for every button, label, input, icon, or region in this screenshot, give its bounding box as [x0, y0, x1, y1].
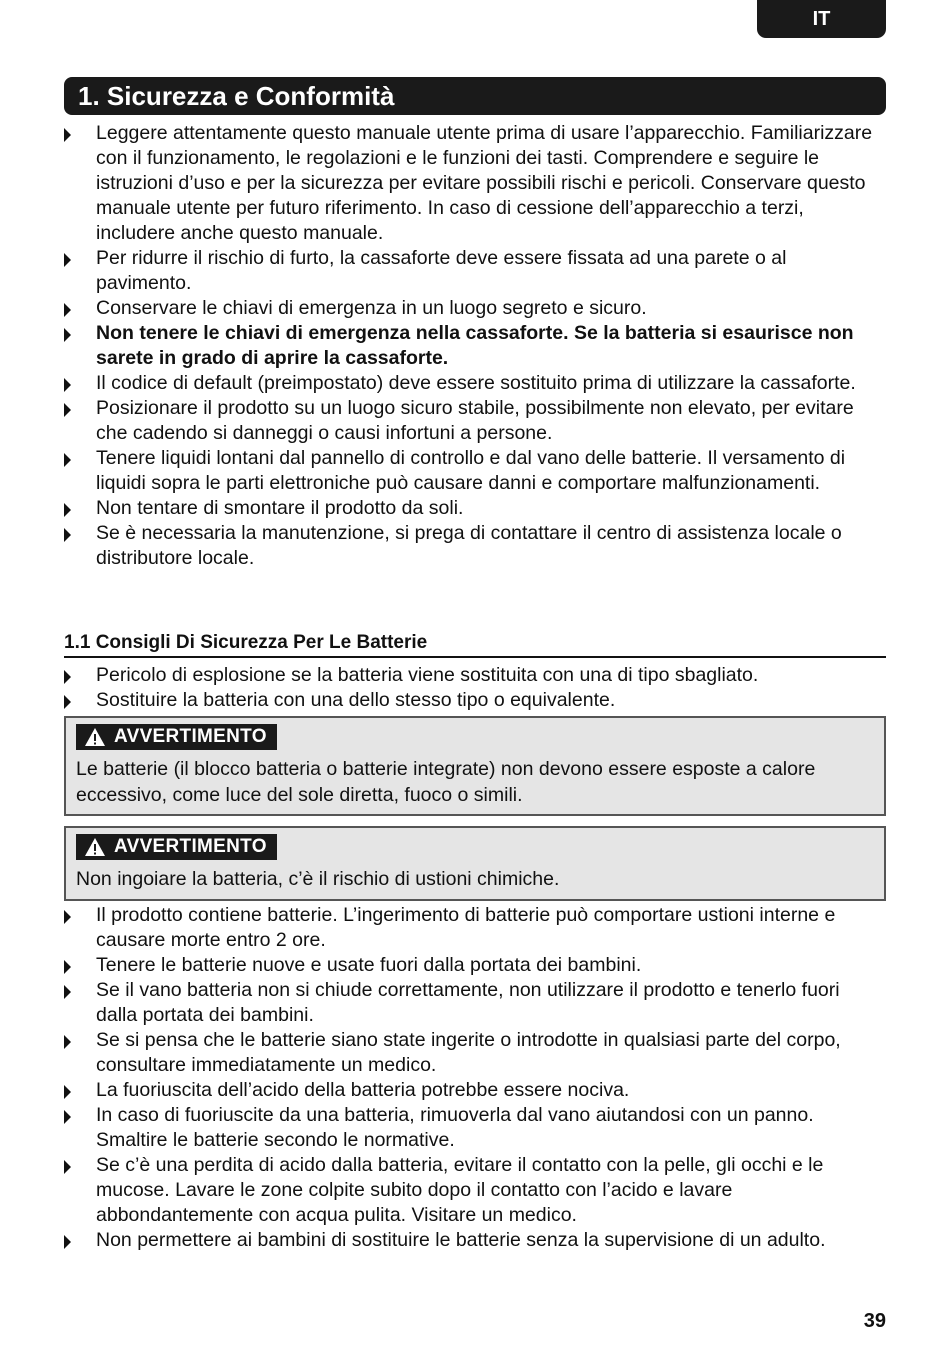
list-item: Non tenere le chiavi di emergenza nella cassaforte. Se la batteria si esaurisce non sarete in grado di aprire la cassaforte. — [64, 321, 886, 371]
list-item: Se c’è una perdita di acido dalla batteria, evitare il contatto con la pelle, gli occhi e le mucose. Lavare le zone colpite subito dopo il contatto con l’acido e lavare abbondantemente con acqua pulita. Visitare un medico. — [64, 1153, 886, 1228]
list-item: Pericolo di esplosione se la batteria viene sostituita con una di tipo sbagliato. — [64, 663, 886, 688]
bullet-icon — [64, 453, 71, 467]
bullet-icon — [64, 303, 71, 317]
list-item: Sostituire la batteria con una dello stesso tipo o equivalente. — [64, 688, 886, 713]
list-item: Per ridurre il rischio di furto, la cassaforte deve essere fissata ad una parete o al pavimento. — [64, 246, 886, 296]
page-number: 39 — [863, 1310, 886, 1332]
list-item: In caso di fuoriuscite da una batteria, rimuoverla dal vano aiutandosi con un panno. Smaltire le batterie secondo le normative. — [64, 1103, 886, 1153]
battery-list — [64, 663, 886, 713]
list-item: Non tentare di smontare il prodotto da soli. — [64, 496, 886, 521]
bullet-icon — [64, 985, 71, 999]
list-item: Se il vano batteria non si chiude correttamente, non utilizzare il prodotto e tenerlo fuori dalla portata dei bambini. — [64, 978, 886, 1028]
bullet-icon — [64, 695, 71, 709]
battery-safety-list — [64, 903, 886, 1253]
list-item: Il prodotto contiene batterie. L’ingerimento di batterie può comportare ustioni interne e causare morte entro 2 ore. — [64, 903, 886, 953]
list-item: Tenere le batterie nuove e usate fuori dalla portata dei bambini. — [64, 953, 886, 978]
list-item: Se si pensa che le batterie siano state ingerite o introdotte in qualsiasi parte del corpo, consultare immediatamente un medico. — [64, 1028, 886, 1078]
bullet-icon — [64, 503, 71, 517]
warning-label: AVVERTIMENTO — [76, 724, 277, 750]
list-item: Il codice di default (preimpostato) deve essere sostituito prima di utilizzare la cassaforte. — [64, 371, 886, 396]
warning-text: Non ingoiare la batteria, c’è il rischio di ustioni chimiche. — [76, 868, 560, 890]
section-title: 1. Sicurezza e Conformità — [64, 77, 886, 115]
subsection-title: 1.1 Consigli Di Sicurezza Per Le Batterie — [64, 630, 886, 658]
safety-list — [64, 121, 886, 571]
bullet-icon — [64, 960, 71, 974]
list-item: Leggere attentamente questo manuale utente prima di usare l’apparecchio. Familiarizzare con il funzionamento, le regolazioni e le funzioni dei tasti. Comprendere e seguire le istruzioni d’uso e per la sicurezza per evitare possibili rischi e pericoli. Conservare questo manuale utente per futuro riferimento. In caso di cessione dell’apparecchio a terzi, includere anche questo manuale. — [64, 121, 886, 246]
language-tab: IT — [757, 0, 886, 38]
list-item: Posizionare il prodotto su un luogo sicuro stabile, possibilmente non elevato, per evitare che cadendo si danneggi o causi infortuni a persone. — [64, 396, 886, 446]
bullet-icon — [64, 670, 71, 684]
list-item: Non permettere ai bambini di sostituire le batterie senza la supervisione di un adulto. — [64, 1228, 886, 1253]
bullet-icon — [64, 1085, 71, 1099]
list-item: Conservare le chiavi di emergenza in un luogo segreto e sicuro. — [64, 296, 886, 321]
bullet-icon — [64, 378, 71, 392]
list-item: Se è necessaria la manutenzione, si prega di contattare il centro di assistenza locale o distributore locale. — [64, 521, 886, 571]
list-item: La fuoriuscita dell’acido della batteria potrebbe essere nociva. — [64, 1078, 886, 1103]
warning-label: AVVERTIMENTO — [76, 834, 277, 860]
list-item: Tenere liquidi lontani dal pannello di controllo e dal vano delle batterie. Il versamento di liquidi sopra le parti elettroniche può causare danni e comportare malfunzionamenti. — [64, 446, 886, 496]
bullet-icon — [64, 328, 71, 342]
bullet-icon — [64, 528, 71, 542]
bullet-icon — [64, 910, 71, 924]
warning-box — [64, 716, 886, 816]
warning-triangle-icon — [84, 837, 106, 857]
warning-triangle-icon — [84, 727, 106, 747]
bullet-icon — [64, 1035, 71, 1049]
warning-box — [64, 826, 886, 901]
bullet-icon — [64, 403, 71, 417]
bullet-icon — [64, 1110, 71, 1124]
bullet-icon — [64, 1160, 71, 1174]
bullet-icon — [64, 253, 71, 267]
bullet-icon — [64, 1235, 71, 1249]
warning-text: Le batterie (il blocco batteria o batterie integrate) non devono essere esposte a calore eccessivo, come luce del sole diretta, fuoco o simili. — [76, 758, 816, 806]
bullet-icon — [64, 128, 71, 142]
